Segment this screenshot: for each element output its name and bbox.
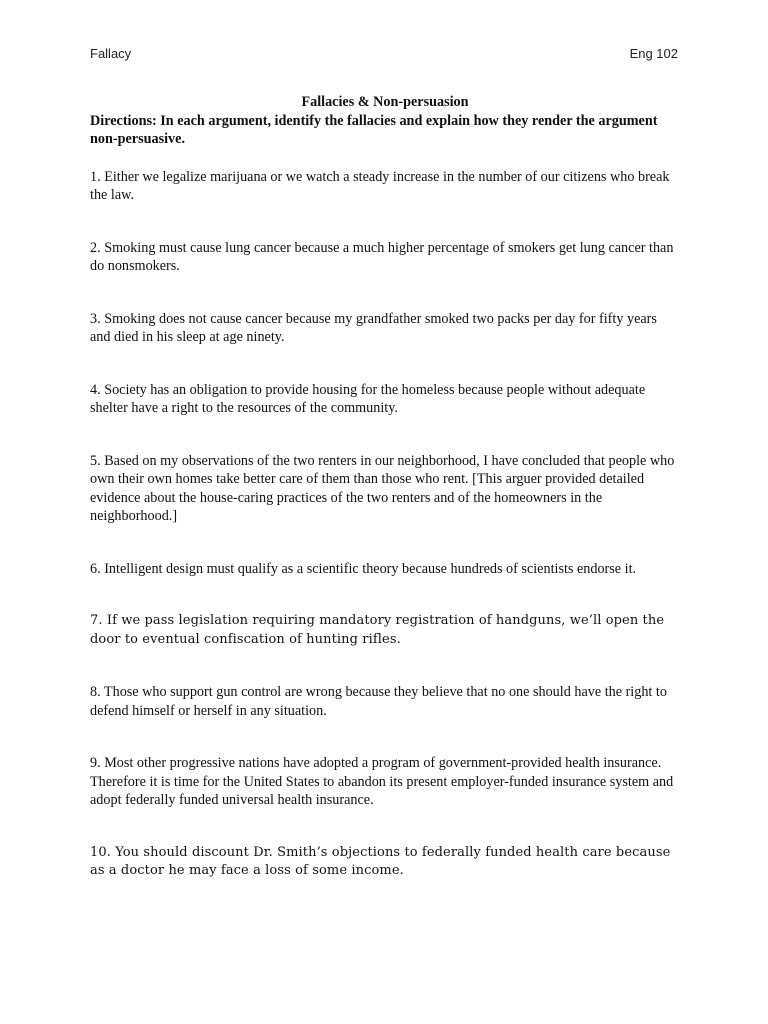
argument-item-8: 8. Those who support gun control are wrong because they believe that no one should have the right to defend himself or herself in any situation. [90, 684, 667, 719]
document-title: Fallacies & Non-persuasion [301, 94, 469, 110]
argument-item-7: 7. If we pass legislation requiring mandatory registration of handguns, we’ll open the door to eventual confiscation of hunting rifles. [90, 613, 665, 647]
argument-item-1: 1. Either we legalize marijuana or we watch a steady increase in the number of our citizens who break the law. [90, 168, 670, 203]
argument-item-10: 10. You should discount Dr. Smith’s objections to federally funded health care because as a doctor he may face a loss of some income. [90, 844, 671, 878]
argument-item-6: 6. Intelligent design must qualify as a scientific theory because hundreds of scientists endorse it. [90, 560, 637, 577]
document-directions: Directions: In each argument, identify the fallacies and explain how they render the argument non-persuasive. [90, 112, 658, 147]
argument-item-3: 3. Smoking does not cause cancer because my grandfather smoked two packs per day for fifty years and died in his sleep at age ninety. [90, 310, 657, 345]
argument-item-2: 2. Smoking must cause lung cancer because a much higher percentage of smokers get lung cancer than do nonsmokers. [90, 239, 674, 274]
argument-item-9: 9. Most other progressive nations have adopted a program of government-provided health insurance. Therefore it is time for the United States to abandon its present employer-funded insurance system and adopt federally funded universal health insurance. [90, 755, 674, 808]
header-left-label: Fallacy [90, 46, 132, 61]
argument-item-4: 4. Society has an obligation to provide housing for the homeless because people without adequate shelter have a right to the resources of the community. [90, 381, 646, 416]
header-right-label: Eng 102 [629, 46, 678, 61]
argument-item-5: 5. Based on my observations of the two renters in our neighborhood, I have concluded that people who own their own homes take better care of them than those who rent. [This arguer provided detailed evidence about the house-caring practices of the two renters and of the homeowners in the neighborhood.] [90, 452, 675, 524]
document-body [90, 93, 680, 881]
